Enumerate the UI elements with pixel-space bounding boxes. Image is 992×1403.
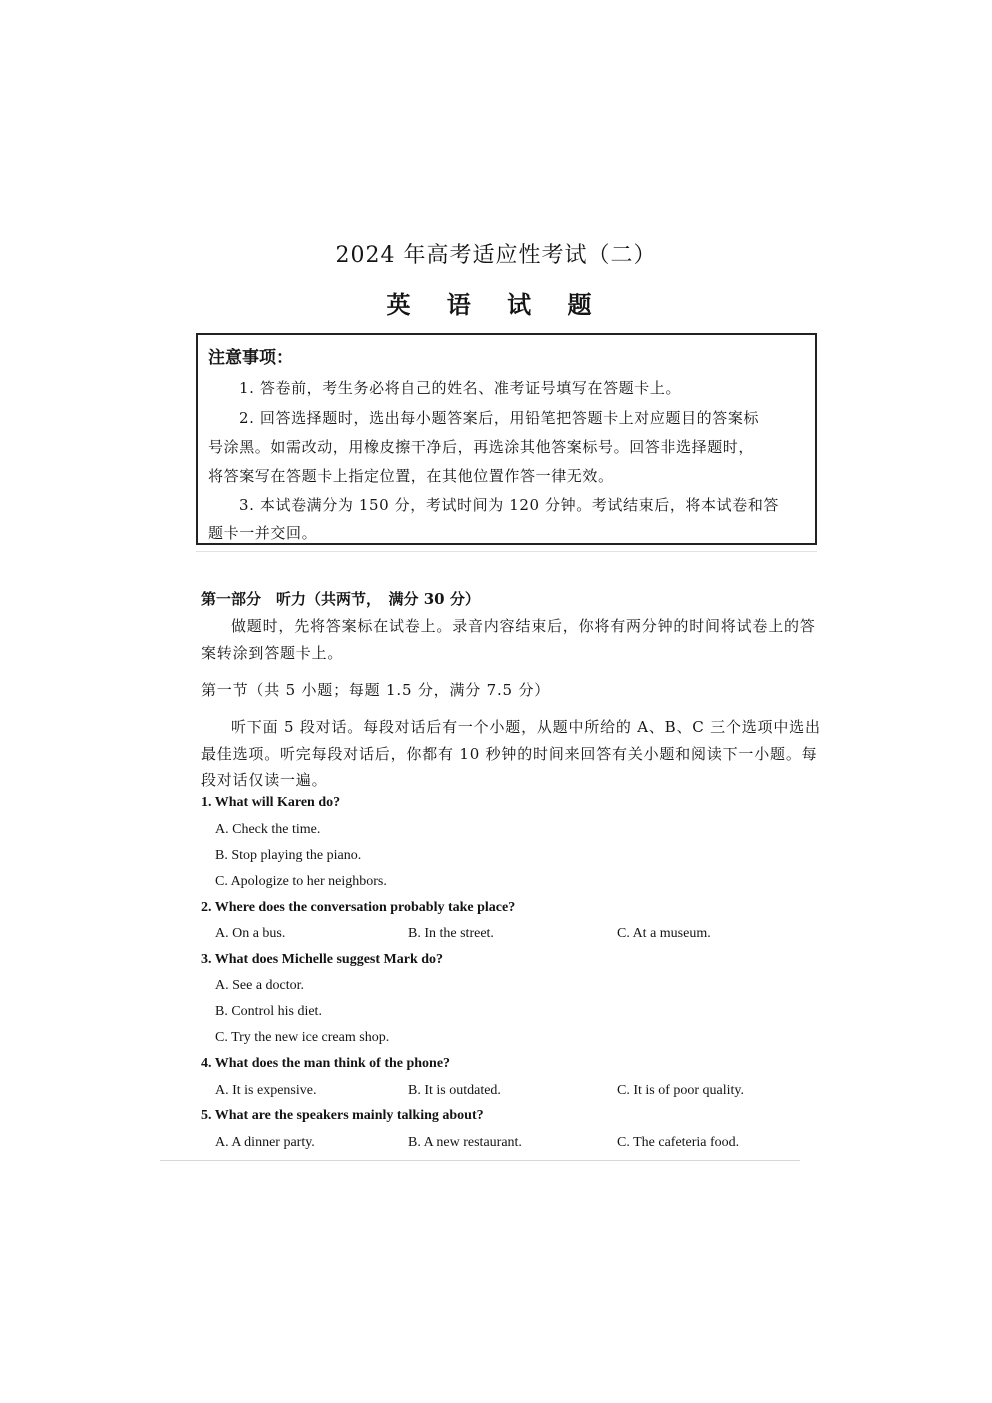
option-b: B. In the street. bbox=[408, 926, 494, 941]
notice-heading: 注意事项： bbox=[208, 348, 293, 368]
part-intro-line: 做题时，先将答案标在试卷上。录音内容结束后，你将有两分钟的时间将试卷上的答 bbox=[231, 617, 816, 635]
option-c: C. Apologize to her neighbors. bbox=[215, 874, 387, 889]
option-b: B. Stop playing the piano. bbox=[215, 848, 362, 863]
notice-line: 将答案写在答题卡上指定位置，在其他位置作答一律无效。 bbox=[208, 467, 614, 485]
option-b: B. It is outdated. bbox=[408, 1083, 501, 1098]
option-b: B. A new restaurant. bbox=[408, 1135, 522, 1150]
section-intro-line: 最佳选项。听完每段对话后，你都有 10 秒钟的时间来回答有关小题和阅读下一小题。每 bbox=[201, 745, 818, 763]
option-c: C. The cafeteria food. bbox=[617, 1135, 740, 1150]
question-stem: 2. Where does the conversation probably take place? bbox=[201, 900, 516, 915]
option-a: A. Check the time. bbox=[215, 822, 321, 837]
notice-line: 3. 本试卷满分为 150 分，考试时间为 120 分钟。考试结束后，将本试卷和答 bbox=[239, 496, 780, 514]
option-c: C. It is of poor quality. bbox=[617, 1083, 745, 1098]
option-a: A. See a doctor. bbox=[215, 978, 305, 993]
section-intro-line: 段对话仅读一遍。 bbox=[201, 771, 328, 789]
part-intro-line: 案转涂到答题卡上。 bbox=[201, 644, 344, 662]
question-stem: 4. What does the man think of the phone? bbox=[201, 1056, 451, 1071]
divider bbox=[196, 551, 817, 552]
question-stem: 1. What will Karen do? bbox=[201, 795, 341, 810]
option-a: A. A dinner party. bbox=[215, 1135, 315, 1150]
exam-subtitle: 英 语 试 题 bbox=[386, 290, 606, 319]
notice-line: 2. 回答选择题时，选出每小题答案后，用铅笔把答题卡上对应题目的答案标 bbox=[239, 409, 760, 427]
notice-line: 1. 答卷前，考生务必将自己的姓名、准考证号填写在答题卡上。 bbox=[239, 379, 682, 397]
question-stem: 5. What are the speakers mainly talking about? bbox=[201, 1108, 484, 1123]
option-a: A. On a bus. bbox=[215, 926, 286, 941]
exam-title: 2024 年高考适应性考试（二） bbox=[335, 243, 657, 268]
notice-box bbox=[196, 333, 817, 545]
part-heading: 第一部分 听力（共两节， 满分 30 分） bbox=[201, 590, 480, 608]
section-heading: 第一节（共 5 小题；每题 1.5 分，满分 7.5 分） bbox=[201, 681, 551, 699]
option-c: C. Try the new ice cream shop. bbox=[215, 1030, 390, 1045]
option-b: B. Control his diet. bbox=[215, 1004, 322, 1019]
option-c: C. At a museum. bbox=[617, 926, 711, 941]
section-intro-line: 听下面 5 段对话。每段对话后有一个小题，从题中所给的 A、B、C 三个选项中选出 bbox=[231, 718, 821, 736]
option-a: A. It is expensive. bbox=[215, 1083, 317, 1098]
notice-line: 题卡一并交回。 bbox=[208, 524, 318, 542]
question-stem: 3. What does Michelle suggest Mark do? bbox=[201, 952, 444, 967]
notice-line: 号涂黑。如需改动，用橡皮擦干净后，再选涂其他答案标号。回答非选择题时， bbox=[208, 438, 755, 456]
divider bbox=[160, 1160, 800, 1161]
